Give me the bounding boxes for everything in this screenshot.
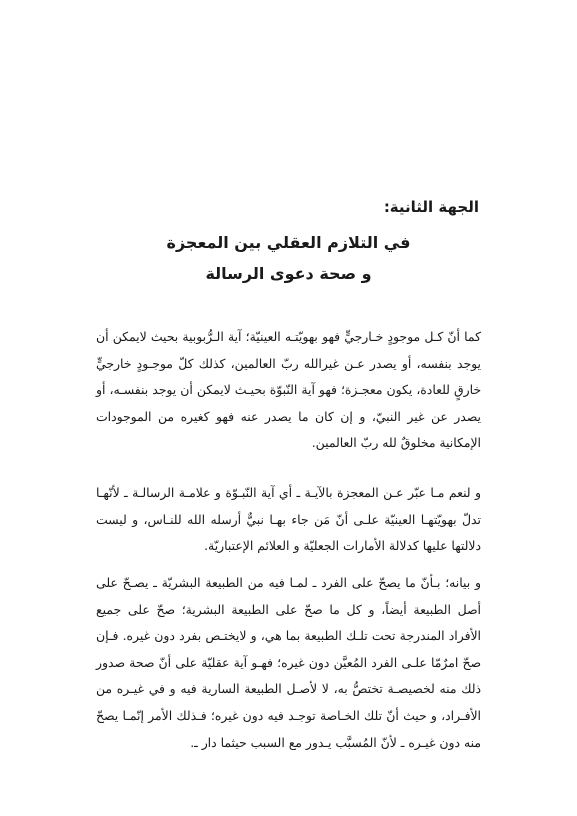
paragraph-2: و لنعم مـا عبّر عـن المعجزة بالآيـة ـ أي آية النّبـوّة و علامـة الرسالـة ـ لأنّهـا تدلّ بهويّتهـا العينيّة علـى أنّ مَن جاء بهـا نبيٌّ أرسله الله للنـاس، و ليست دلالتها عليها كدلالة الأمارات الجعليّة و العلائم الإعتباريّة. xyxy=(96,485,481,554)
section-label: الجهة الثانية: xyxy=(383,198,479,216)
paragraph-3: و بيانه؛ بـأنّ ما يصحّ على الفرد ـ لمـا فيه من الطبيعة البشريّة ـ يصـحّ على أصل الطبيعة أيضاً، و كل ما صحّ على الطبيعة البشرية؛ صحّ على جميع الأفراد المندرجة تحت تلـك الطبيعة بما هي، و لايختـص بفرد دون غيره. فـإن صحّ امرٌمّا علـى الفرد المُعيَّن دون غيره؛ فهـو آية عقليّة على أنّ صحة صدور ذلك منه لخصيصـة تختصُّ به، لا لأصـل الطبيعة السارية فيه و في غيـره من الأفـراد، و حيث أنّ تلك الخـاصة توجـد فيه دون غيره؛ فـذلك الأمر إنّمـا يصحّ منه دون غيـره ـ لأنّ المُسبَّب يـدور مع السبب حيثما دار ـ. xyxy=(96,575,481,750)
chapter-title-line-2: و صحة دعوى الرسالة xyxy=(205,264,372,283)
paragraph-1: كما أنّ كـل موجودٍ خـارجيٍّ فهو بهويّتـه العينيّة؛ آية الـرُّبوبية بحيث لايمكن أن يوجد بنفسه، أو يصدر عـن غيرالله ربّ العالمين، كذلك كلّ موجـودٍ خارجيٍّ خارقٍ للعادة، يكون معجـزة؛ فهو آية النّبوّة بحيـث لايمكن أن يوجد بنفسـه، أو يصدر عن غير النبيّ، و إن كان ما يصدر عنه فهو كغيره من الموجودات الإمكانية مخلوقٌ لله ربّ العالمين. xyxy=(96,329,481,451)
chapter-title-line-1: في التلازم العقلي بين المعجزة xyxy=(166,233,411,252)
